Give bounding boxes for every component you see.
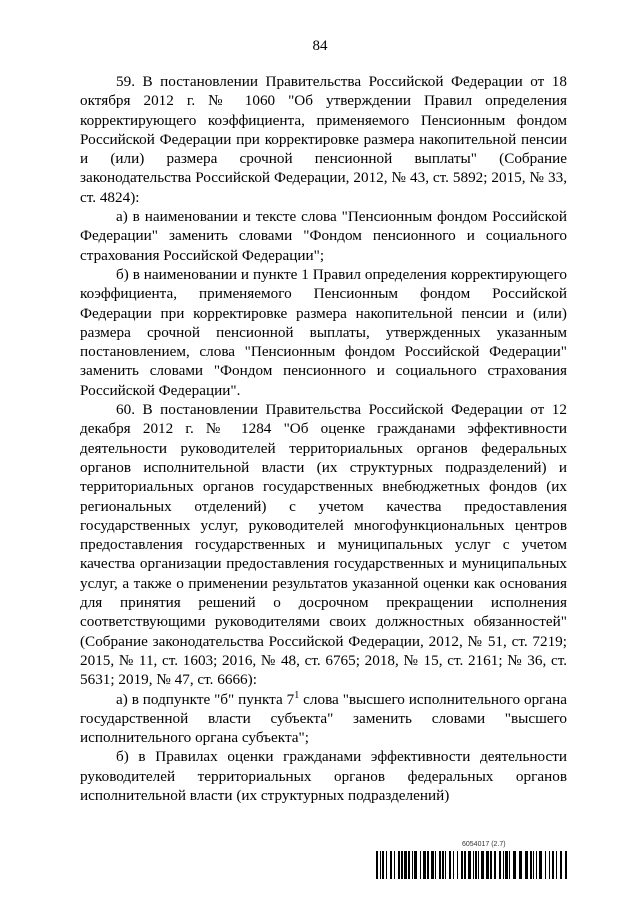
paragraph-59-b: б) в наименовании и пункте 1 Правил определения корректирующего коэффициента, применяемого Пенсионным фондом Российской Федерации при корректировке размера накопительной пенсии и (или) размера срочной пенсионной выплаты, утвержденных указанным постановлением, слова "Пенсионным фондом Российской Федерации" заменить словами "Фондом пенсионного и социального страхования Российской Федерации". xyxy=(80,265,567,399)
paragraph-59: 59. В постановлении Правительства Российской Федерации от 18 октября 2012 г. № 1060 "Об утверждении Правил определения корректирующего коэффициента, применяемого Пенсионным фондом Российской Федерации при корректировке размера накопительной пенсии и (или) размера срочной пенсионной выплаты" (Собрание законодательства Российской Федерации, 2012, № 43, ст. 5892; 2015, № 33, ст. 4824): xyxy=(80,73,567,206)
document-code: 6054017 (2.7) xyxy=(462,841,506,848)
page-number: 84 xyxy=(312,38,328,54)
document-body xyxy=(80,72,567,805)
barcode xyxy=(376,851,568,879)
superscript-index: 1 xyxy=(294,689,300,701)
paragraph-60-a-end: слова "высшего исполнительного органа государственной власти субъекта" заменить словами "высшего исполнительного органа субъекта"; xyxy=(80,690,568,747)
paragraph-60: 60. В постановлении Правительства Российской Федерации от 12 декабря 2012 г. № 1284 "Об оценке гражданами эффективности деятельности руководителей территориальных органов федеральных органов исполнительной власти (их структурных подразделений) и территориальных органов государственных внебюджетных фондов (их региональных отделений) с учетом качества предоставления государственных услуг, руководителей многофункциональных центров предоставления государственных и муниципальных услуг с учетом качества организации предоставления государственных и муниципальных услуг, а также о применении результатов указанной оценки как основания для принятия решений о досрочном прекращении исполнения соответствующими руководителями своих должностных обязанностей" (Собрание законодательства Российской Федерации, 2012, № 51, ст. 7219; 2015, № 11, ст. 1603; 2016, № 48, ст. 6765; 2018, № 15, ст. 2161; № 36, ст. 5631; 2019, № 47, ст. 6666): xyxy=(80,401,567,689)
paragraph-60-a-start: а) в подпункте "б" пункта 7 xyxy=(116,690,295,708)
paragraph-59-a: а) в наименовании и тексте слова "Пенсионным фондом Российской Федерации" заменить словами "Фондом пенсионного и социального страхования Российской Федерации"; xyxy=(80,208,567,264)
paragraph-60-b: б) в Правилах оценки гражданами эффективности деятельности руководителей территориальных органов федеральных органов исполнительной власти (их структурных подразделений) xyxy=(80,748,567,804)
paragraph-60-a xyxy=(80,690,567,748)
